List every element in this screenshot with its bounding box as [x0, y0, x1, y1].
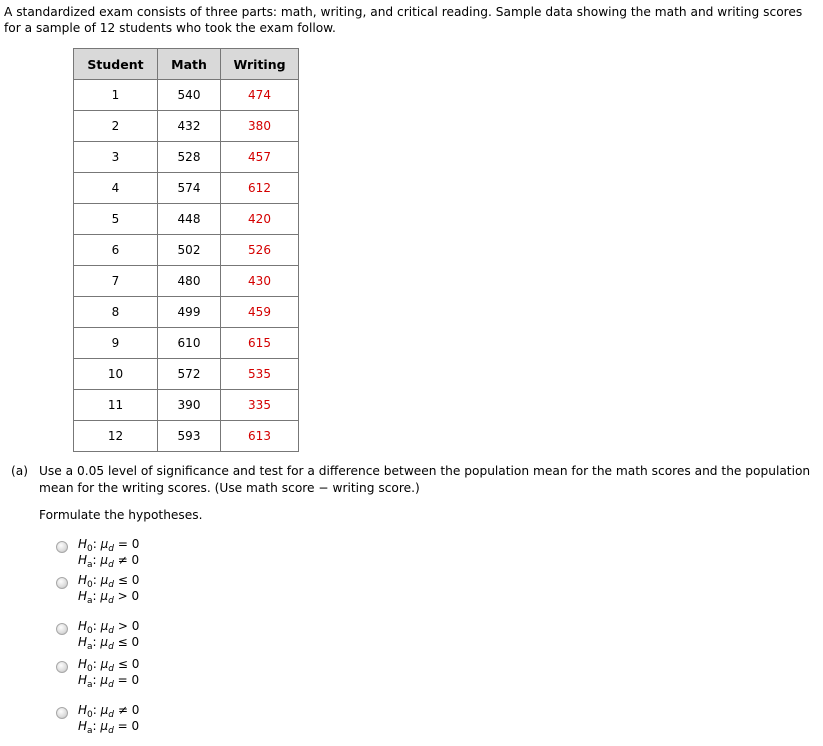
cell-writing: 420 [221, 204, 299, 235]
alternative-hypothesis [78, 589, 139, 606]
cell-student: 10 [74, 359, 158, 390]
h-symbol: H [78, 553, 88, 567]
colon: : [92, 719, 97, 733]
part-a-text: Use a 0.05 level of significance and test for a difference between the population mean for the math scores and the population mean for the writing scores. (Use math score − writing score.) [39, 464, 811, 495]
cell-writing: 335 [221, 390, 299, 421]
radio-button[interactable] [56, 541, 68, 553]
mu-sub-d: d [108, 664, 114, 674]
cell-student: 6 [74, 235, 158, 266]
null-hypothesis-relation: = 0 [117, 537, 140, 551]
colon: : [92, 553, 97, 567]
h-symbol: H [78, 657, 88, 671]
mu-symbol: μ [100, 553, 109, 567]
h-sub-a: a [87, 726, 93, 736]
cell-writing: 380 [221, 111, 299, 142]
mu-sub-d: d [108, 580, 114, 590]
cell-student: 8 [74, 297, 158, 328]
cell-student: 12 [74, 421, 158, 452]
alternative-hypothesis-relation: > 0 [117, 589, 140, 603]
cell-writing: 430 [221, 266, 299, 297]
mu-sub-d: d [108, 642, 114, 652]
table-row [74, 328, 299, 359]
header-writing: Writing [221, 49, 299, 80]
scores-table [73, 48, 299, 452]
table-row [74, 142, 299, 173]
colon: : [92, 573, 97, 587]
cell-student: 11 [74, 390, 158, 421]
mu-symbol: μ [100, 635, 109, 649]
mu-symbol: μ [100, 719, 109, 733]
colon: : [92, 537, 97, 551]
h-symbol: H [78, 673, 88, 687]
header-math: Math [158, 49, 221, 80]
cell-math: 502 [158, 235, 221, 266]
h-sub-a: a [87, 596, 93, 606]
null-hypothesis [78, 537, 139, 554]
colon: : [92, 589, 97, 603]
cell-math: 574 [158, 173, 221, 204]
alternative-hypothesis-relation: = 0 [117, 719, 140, 733]
h-sub-0: 0 [87, 626, 93, 636]
null-hypothesis [78, 619, 139, 636]
null-hypothesis-relation: ≤ 0 [117, 573, 140, 587]
h-symbol: H [78, 719, 88, 733]
null-hypothesis [78, 573, 139, 590]
cell-writing: 459 [221, 297, 299, 328]
radio-button[interactable] [56, 661, 68, 673]
table-row [74, 421, 299, 452]
h-symbol: H [78, 635, 88, 649]
h-sub-0: 0 [87, 580, 93, 590]
table-header-row [74, 49, 299, 80]
cell-math: 480 [158, 266, 221, 297]
alternative-hypothesis [78, 673, 139, 690]
colon: : [92, 657, 97, 671]
h-sub-a: a [87, 680, 93, 690]
mu-symbol: μ [100, 573, 109, 587]
cell-student: 3 [74, 142, 158, 173]
cell-writing: 535 [221, 359, 299, 390]
cell-student: 4 [74, 173, 158, 204]
cell-math: 593 [158, 421, 221, 452]
h-symbol: H [78, 619, 88, 633]
null-hypothesis [78, 657, 139, 674]
cell-student: 9 [74, 328, 158, 359]
table-row [74, 173, 299, 204]
cell-math: 499 [158, 297, 221, 328]
h-sub-0: 0 [87, 710, 93, 720]
alternative-hypothesis [78, 553, 139, 570]
colon: : [92, 673, 97, 687]
mu-sub-d: d [108, 726, 114, 736]
null-hypothesis [78, 703, 139, 720]
cell-math: 572 [158, 359, 221, 390]
radio-button[interactable] [56, 577, 68, 589]
h-symbol: H [78, 537, 88, 551]
h-symbol: H [78, 573, 88, 587]
h-symbol: H [78, 703, 88, 717]
colon: : [92, 635, 97, 649]
part-a-label: (a) [11, 464, 28, 478]
table-row [74, 266, 299, 297]
cell-student: 7 [74, 266, 158, 297]
cell-math: 610 [158, 328, 221, 359]
mu-symbol: μ [100, 673, 109, 687]
table-row [74, 297, 299, 328]
problem-intro: A standardized exam consists of three parts: math, writing, and critical reading. Sample data showing the math and writing scores for a sample of 12 students who took the exam follow. [4, 5, 803, 35]
header-student: Student [74, 49, 158, 80]
mu-sub-d: d [108, 710, 114, 720]
mu-symbol: μ [100, 657, 109, 671]
mu-symbol: μ [100, 619, 109, 633]
mu-sub-d: d [108, 544, 114, 554]
h-sub-0: 0 [87, 544, 93, 554]
mu-symbol: μ [100, 703, 109, 717]
cell-writing: 612 [221, 173, 299, 204]
table-row [74, 111, 299, 142]
radio-button[interactable] [56, 707, 68, 719]
cell-writing: 474 [221, 80, 299, 111]
cell-math: 540 [158, 80, 221, 111]
radio-button[interactable] [56, 623, 68, 635]
table-row [74, 359, 299, 390]
cell-writing: 526 [221, 235, 299, 266]
formulate-instruction: Formulate the hypotheses. [39, 508, 203, 522]
mu-sub-d: d [108, 560, 114, 570]
cell-math: 528 [158, 142, 221, 173]
cell-student: 5 [74, 204, 158, 235]
alternative-hypothesis-relation: ≤ 0 [117, 635, 140, 649]
table-row [74, 390, 299, 421]
alternative-hypothesis-relation: ≠ 0 [117, 553, 140, 567]
mu-sub-d: d [108, 626, 114, 636]
mu-symbol: μ [100, 537, 109, 551]
mu-sub-d: d [108, 680, 114, 690]
table-row [74, 204, 299, 235]
h-sub-0: 0 [87, 664, 93, 674]
table-row [74, 235, 299, 266]
alternative-hypothesis [78, 635, 139, 652]
cell-math: 432 [158, 111, 221, 142]
cell-student: 2 [74, 111, 158, 142]
cell-writing: 613 [221, 421, 299, 452]
cell-writing: 457 [221, 142, 299, 173]
cell-math: 390 [158, 390, 221, 421]
alternative-hypothesis [78, 719, 139, 736]
alternative-hypothesis-relation: = 0 [117, 673, 140, 687]
h-sub-a: a [87, 642, 93, 652]
table-row [74, 80, 299, 111]
colon: : [92, 619, 97, 633]
null-hypothesis-relation: ≤ 0 [117, 657, 140, 671]
h-sub-a: a [87, 560, 93, 570]
cell-math: 448 [158, 204, 221, 235]
mu-symbol: μ [100, 589, 109, 603]
cell-student: 1 [74, 80, 158, 111]
null-hypothesis-relation: ≠ 0 [117, 703, 140, 717]
cell-writing: 615 [221, 328, 299, 359]
h-symbol: H [78, 589, 88, 603]
mu-sub-d: d [108, 596, 114, 606]
null-hypothesis-relation: > 0 [117, 619, 140, 633]
colon: : [92, 703, 97, 717]
